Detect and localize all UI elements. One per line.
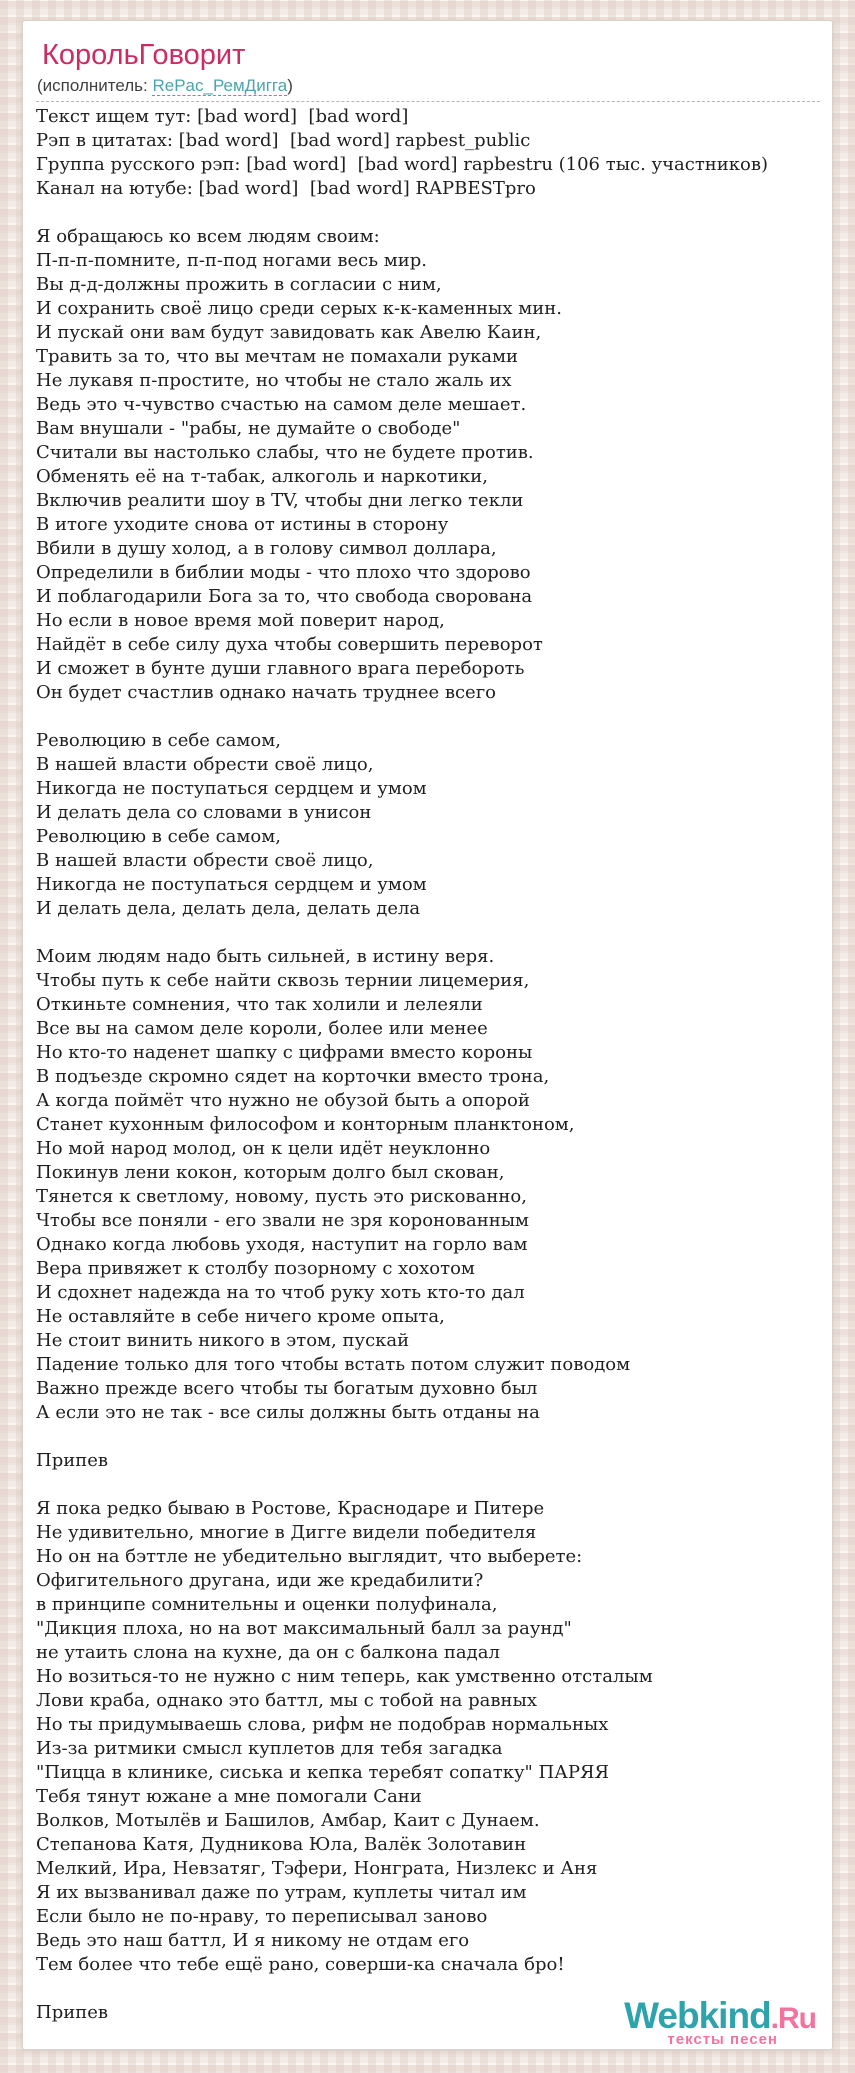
page-title: КорольГоворит — [42, 39, 246, 71]
webkind-logo-suffix: .Ru — [770, 2002, 816, 2035]
lyric-line: Не оставляйте в себе ничего кроме опыта, — [36, 1306, 445, 1327]
webkind-logo[interactable] — [624, 1997, 816, 2047]
lyric-line: Офигительного другана, иди же кредабилити? — [36, 1570, 484, 1591]
lyric-line: Найдёт в себе силу духа чтобы совершить переворот — [36, 634, 543, 655]
lyric-line — [36, 921, 820, 945]
lyric-line: Канал на ютубе: [bad word] [bad word] RAPBESTpro — [36, 178, 536, 199]
lyric-line: Покинув лени кокон, которым долго был скован, — [36, 1162, 505, 1183]
lyric-line: И делать дела со словами в унисон — [36, 802, 372, 823]
lyric-line: Но он на бэттле не убедительно выглядит, что выберете: — [36, 1546, 583, 1567]
lyric-line: И сдохнет надежда на то чтоб руку хоть кто-то дал — [36, 1282, 525, 1303]
lyric-line: Я их вызванивал даже по утрам, куплеты читал им — [36, 1882, 527, 1903]
artist-label: (исполнитель: — [37, 76, 153, 95]
lyric-line: А если это не так - все силы должны быть отданы на — [36, 1402, 540, 1423]
lyric-line: Он будет счастлив однако начать труднее всего — [36, 682, 496, 703]
lyric-line: Но кто-то наденет шапку с цифрами вместо короны — [36, 1042, 533, 1063]
lyric-line: Текст ищем тут: [bad word] [bad word] — [36, 106, 409, 127]
lyric-line: В нашей власти обрести своё лицо, — [36, 850, 374, 871]
lyrics-text — [36, 105, 820, 2025]
lyric-line: Но если в новое время мой поверит народ, — [36, 610, 445, 631]
lyric-line: Никогда не поступаться сердцем и умом — [36, 778, 427, 799]
lyric-line: Откиньте сомнения, что так холили и лелеяли — [36, 994, 483, 1015]
lyric-line: И пускай они вам будут завидовать как Авелю Каин, — [36, 322, 542, 343]
lyric-line: Травить за то, что вы мечтам не помахали руками — [36, 346, 519, 367]
content-card — [22, 20, 833, 2050]
lyric-line: В подъезде скромно сядет на корточки вместо трона, — [36, 1066, 550, 1087]
lyric-line: Припев — [36, 2002, 108, 2023]
lyric-line: Ведь это ч-чувство счастью на самом деле мешает. — [36, 394, 527, 415]
lyric-line: П-п-п-помните, п-п-под ногами весь мир. — [36, 250, 427, 271]
lyric-line: Не стоит винить никого в этом, пускай — [36, 1330, 410, 1351]
lyric-line: Степанова Катя, Дудникова Юла, Валёк Золотавин — [36, 1834, 527, 1855]
webkind-logo-tagline: тексты песен — [667, 2031, 778, 2048]
lyric-line: Не лукавя п-простите, но чтобы не стало жаль их — [36, 370, 512, 391]
lyric-line: Чтобы путь к себе найти сквозь тернии лицемерия, — [36, 970, 530, 991]
lyric-line — [36, 705, 820, 729]
lyric-line: Однако когда любовь уходя, наступит на горло вам — [36, 1234, 528, 1255]
lyric-line: Если было не по-нраву, то переписывал заново — [36, 1906, 488, 1927]
lyric-line: В итоге уходите снова от истины в сторону — [36, 514, 449, 535]
lyric-line: Из-за ритмики смысл куплетов для тебя загадка — [36, 1738, 503, 1759]
lyric-line — [36, 1473, 820, 1497]
lyric-line: Вбили в душу холод, а в голову символ доллара, — [36, 538, 497, 559]
lyric-line: Чтобы все поняли - его звали не зря коронованным — [36, 1210, 530, 1231]
lyric-line: Вам внушали - "рабы, не думайте о свободе" — [36, 418, 461, 439]
lyric-line: Моим людям надо быть сильней, в истину веря. — [36, 946, 495, 967]
lyric-line: И поблагодарили Бога за то, что свобода сворована — [36, 586, 533, 607]
lyric-line: Тем более что тебе ещё рано, соверши-ка сначала бро! — [36, 1954, 565, 1975]
lyric-line: Припев — [36, 1450, 108, 1471]
lyric-line: Группа русского рэп: [bad word] [bad word] rapbestru (106 тыс. участников) — [36, 154, 769, 175]
artist-link[interactable]: RePac_РемДигга — [152, 76, 288, 95]
lyric-line: "Дикция плоха, но на вот максимальный балл за раунд" — [36, 1618, 572, 1639]
lyric-line: Все вы на самом деле короли, более или менее — [36, 1018, 488, 1039]
lyric-line: "Пицца в клинике, сиська и кепка теребят сопатку" ПАРЯЯ — [36, 1762, 610, 1783]
lyric-line: Мелкий, Ира, Невзатяг, Тэфери, Нонграта, Низлекс и Аня — [36, 1858, 598, 1879]
lyric-line: Рэп в цитатах: [bad word] [bad word] rapbest_public — [36, 130, 531, 151]
lyric-line: Вера привяжет к столбу позорному с хохотом — [36, 1258, 475, 1279]
lyric-line: Но возиться-то не нужно с ним теперь, как умственно отсталым — [36, 1666, 653, 1687]
lyric-line: Тебя тянут южане а мне помогали Сани — [36, 1786, 422, 1807]
lyric-line: Важно прежде всего чтобы ты богатым духовно был — [36, 1378, 538, 1399]
artist-line — [37, 75, 820, 97]
lyric-line: Лови краба, однако это баттл, мы с тобой на равных — [36, 1690, 537, 1711]
lyric-line: В нашей власти обрести своё лицо, — [36, 754, 374, 775]
lyric-line: Революцию в себе самом, — [36, 730, 281, 751]
lyric-line: Не удивительно, многие в Дигге видели победителя — [36, 1522, 537, 1543]
lyric-line: Вы д-д-должны прожить в согласии с ним, — [36, 274, 442, 295]
lyric-line: Ведь это наш баттл, И я никому не отдам его — [36, 1930, 470, 1951]
lyric-line: Включив реалити шоу в TV, чтобы дни легко текли — [36, 490, 524, 511]
lyric-line: И делать дела, делать дела, делать дела — [36, 898, 421, 919]
lyric-line: Революцию в себе самом, — [36, 826, 281, 847]
lyric-line: И сможет в бунте души главного врага перебороть — [36, 658, 525, 679]
lyric-line: Я пока редко бываю в Ростове, Краснодаре и Питере — [36, 1498, 545, 1519]
lyric-line: Но мой народ молод, он к цели идёт неуклонно — [36, 1138, 491, 1159]
lyric-line: А когда поймёт что нужно не обузой быть а опорой — [36, 1090, 530, 1111]
lyric-line: Никогда не поступаться сердцем и умом — [36, 874, 427, 895]
lyric-line: И сохранить своё лицо среди серых к-к-каменных мин. — [36, 298, 562, 319]
lyric-line: Но ты придумываешь слова, рифм не подобрав нормальных — [36, 1714, 609, 1735]
lyric-line: Тянется к светлому, новому, пусть это рискованно, — [36, 1186, 527, 1207]
lyric-line: Определили в библии моды - что плохо что здорово — [36, 562, 531, 583]
lyric-line: Считали вы настолько слабы, что не будете против. — [36, 442, 534, 463]
lyric-line: Я обращаюсь ко всем людям своим: — [36, 226, 380, 247]
dashed-separator — [36, 101, 820, 102]
lyric-line — [36, 201, 820, 225]
lyric-line: Обменять её на т-табак, алкоголь и наркотики, — [36, 466, 489, 487]
lyric-line: не утаить слона на кухне, да он с балкона падал — [36, 1642, 500, 1663]
lyric-line — [36, 1425, 820, 1449]
lyric-line: Волков, Мотылёв и Башилов, Амбар, Каит с Дунаем. — [36, 1810, 540, 1831]
artist-suffix: ) — [287, 76, 293, 95]
lyric-line: в принципе сомнительны и оценки полуфинала, — [36, 1594, 498, 1615]
lyric-line: Падение только для того чтобы встать потом служит поводом — [36, 1354, 631, 1375]
lyric-line: Станет кухонным философом и конторным планктоном, — [36, 1114, 575, 1135]
webkind-logo-main: Webkind — [624, 1995, 771, 2036]
